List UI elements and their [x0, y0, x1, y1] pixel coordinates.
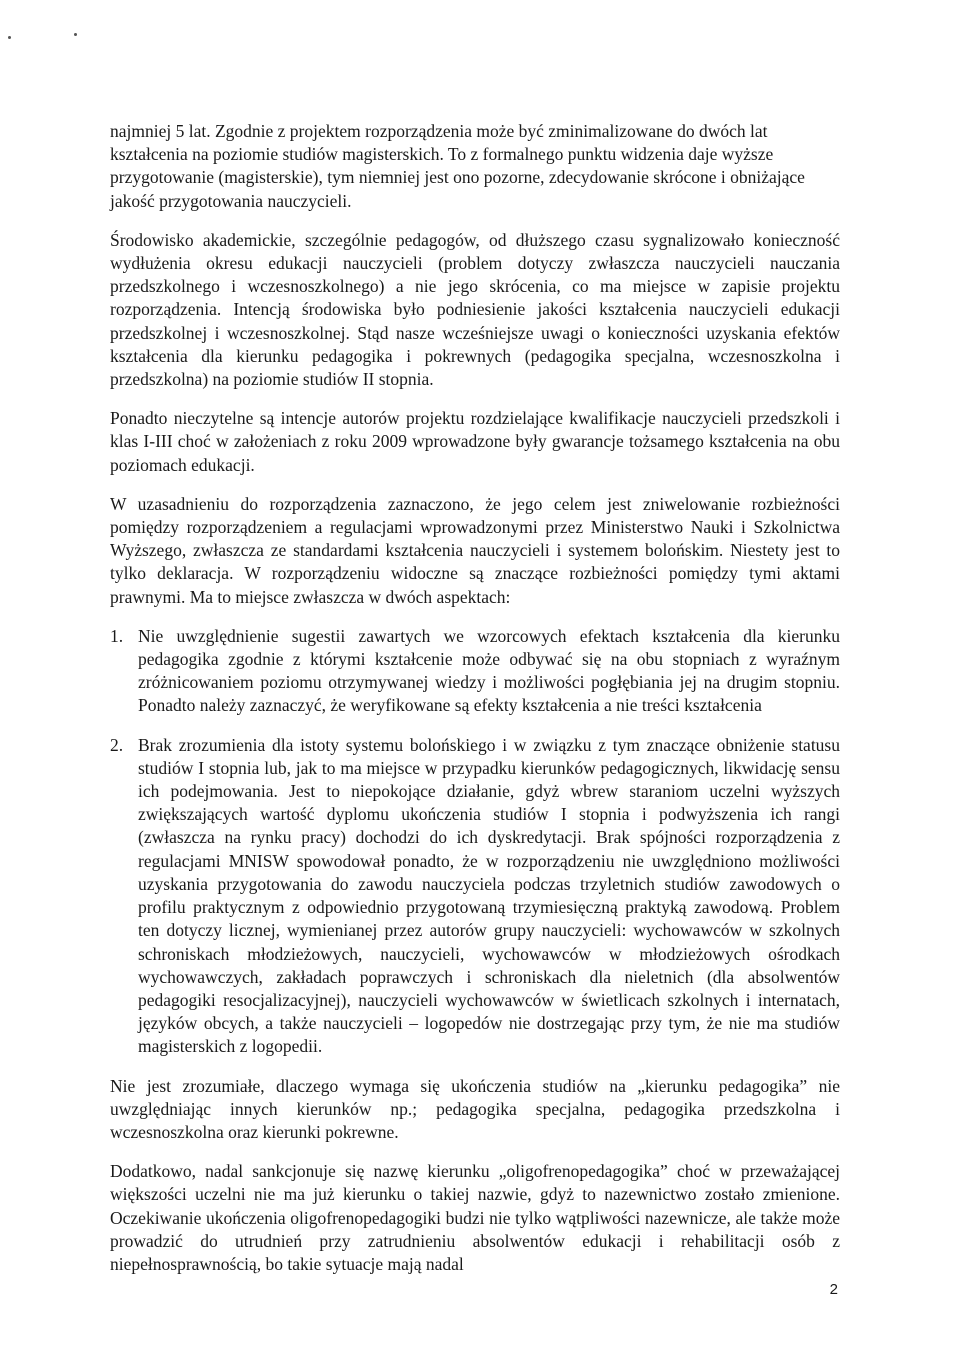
paragraph-academic-community: Środowisko akademickie, szczególnie pedagogów, od dłuższego czasu sygnalizowało konieczność wydłużenia okresu edukacji nauczycieli (problem dotyczy zwłaszcza nauczycieli nauczania przedszkolnego i wczesnoszkolnego) a nie jego skrócenia, co ma miejsce w zapisie projektu rozporządzenia. Intencją środowiska było podniesienie jakości kształcenia nauczycieli edukacji przedszkolnej i wczesnoszkolnej. Stąd nasze wcześniejsze uwagi o konieczności uzyskania efektów kształcenia dla kierunku pedagogika i pokrewnych (pedagogika specjalna, wczesnoszkolna i przedszkolna) na poziomie studiów II stopnia.	[110, 229, 840, 390]
paragraph-oligophrenopedagogy: Dodatkowo, nadal sankcjonuje się nazwę kierunku „oligofrenopedagogika” choć w przeważającej większości uczelni nie ma już kierunku o takiej nazwie, gdyż to nazewnictwo zostało zmienione. Oczekiwanie ukończenia oligofrenopedagogiki budzi nie tylko wątpliwości nazewnicze, ale także może prowadzić do utrudnień przy zatrudnieniu absolwentów edukacji i rehabilitacji osób z niepełnosprawnością, bo takie sytuacje mają nadal	[110, 1161, 840, 1274]
list-item-text: Brak zrozumienia dla istoty systemu bolońskiego i w związku z tym znaczące obniżenie statusu studiów I stopnia lub, jak to ma miejsce w przypadku kierunków pedagogicznych, likwidację sensu ich podejmowania. Jest to niepokojące działanie, gdyż wbrew staraniom uczelni wyższych zwiększających wartość dyplomu ukończenia studiów I stopnia i podwyższenia ich rangi (zwłaszcza na rynku pracy) dochodzi do ich dyskredytacji. Brak spójności rozporządzenia z regulacjami MNISW spowodował ponadto, że w rozporządzeniu nie uwzględniono możliwości uzyskania przygotowania do zawodu nauczyciela podczas trzyletnich studiów zawodowych o profilu praktycznym z odpowiednio przygotowaną trzymiesięczną praktyką zawodową. Problem ten dotyczy licznej, wymienianej przez autorów grupy nauczycieli: wychowawców w szkolnych schroniskach młodzieżowych, nauczycieli, wychowawców w młodzieżowych ośrodkach wychowawczych, zakładach poprawczych i schroniskach dla nieletnich (dla absolwentów pedagogiki resocjalizacyjnej), nauczycieli wychowawców w świetlicach szkolnych i internatach, języków obcych, a także nauczycieli – logopedów nie dostrzegając przy tym, że nie ma studiów magisterskich z logopedii.	[138, 734, 840, 1057]
aspects-list	[110, 625, 840, 1059]
list-number: 2.	[110, 734, 124, 755]
paragraph-justification: W uzasadnieniu do rozporządzenia zaznaczono, że jego celem jest zniwelowanie rozbieżności pomiędzy rozporządzeniem a regulacjami wprowadzonymi przez Ministerstwo Nauki i Szkolnictwa Wyższego, zwłaszcza ze standardami kształcenia nauczycieli i systemem bolońskim. Niestety jest to tylko deklaracja. W rozporządzeniu widoczne są znaczące rozbieżności pomiędzy tymi aktami prawnymi. Ma to miejsce zwłaszcza w dwóch aspektach:	[110, 493, 840, 607]
list-item-text: Nie uwzględnienie sugestii zawartych we wzorcowych efektach kształcenia dla kierunku pedagogika zgodnie z którymi kształcenie może odbywać się na obu stopniach z wyraźnym zróżnicowaniem poziomu otrzymywanej wiedzy i możliwości pogłębiania jej na drugim stopniu. Ponadto należy zaznaczyć, że weryfikowane są efekty kształcenia a nie treści kształcenia	[138, 625, 840, 716]
scan-speck	[8, 36, 11, 39]
paragraph-intro: najmniej 5 lat. Zgodnie z projektem rozporządzenia może być zminimalizowane do dwóch lat kształcenia na poziomie studiów magisterskich. To z formalnego punktu widzenia daje wyższe przygotowanie (magisterskie), tym niemniej jest ono pozorne, zdecydowanie skrócone i obniżające jakość przygotowania nauczycieli.	[110, 121, 805, 211]
page-number: 2	[829, 1281, 838, 1298]
list-item	[110, 625, 840, 718]
paragraph-pedagogy-direction: Nie jest zrozumiałe, dlaczego wymaga się ukończenia studiów na „kierunku pedagogika” nie uwzględniając innych kierunków np.; pedagogika specjalna, pedagogika przedszkolna i wczesnoszkolna oraz kierunki pokrewne.	[110, 1075, 840, 1142]
document-page	[110, 120, 840, 1292]
list-number: 1.	[110, 625, 124, 646]
list-item	[110, 734, 840, 1059]
paragraph-intentions: Ponadto nieczytelne są intencje autorów projektu rozdzielające kwalifikacje nauczycieli przedszkoli i klas I-III choć w założeniach z roku 2009 wprowadzone były gwarancje tożsamego kształcenia na obu poziomach edukacji.	[110, 408, 840, 475]
scan-speck	[74, 33, 77, 36]
